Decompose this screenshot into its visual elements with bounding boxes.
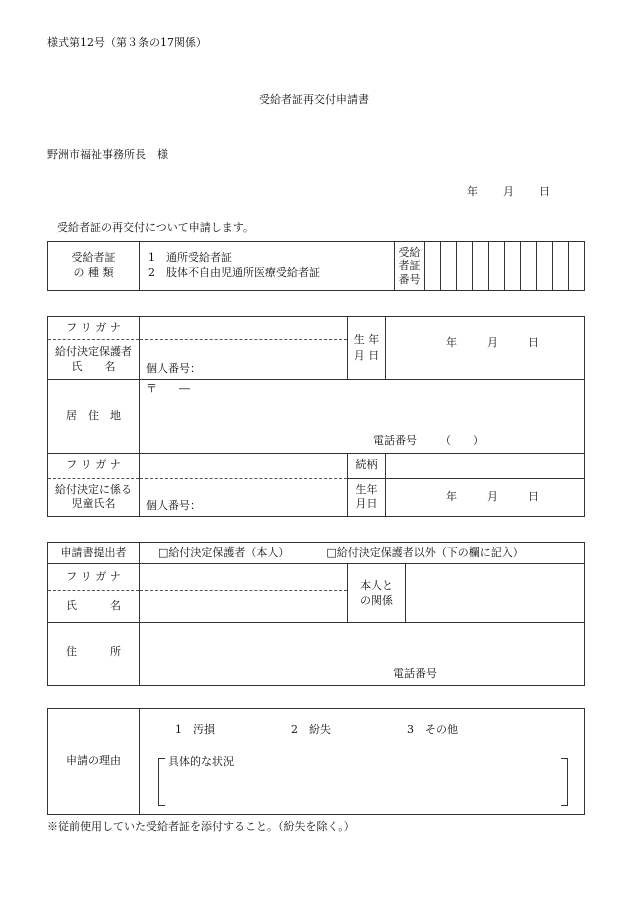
date-year-label: 年: [467, 185, 478, 198]
guardian-birth-label-2: 月 日: [353, 349, 380, 363]
submitter-label: 申請書提出者: [48, 543, 140, 564]
reason-option-3[interactable]: 3 その他: [407, 723, 458, 736]
certificate-number-digit-3[interactable]: [457, 242, 473, 291]
guardian-name-field[interactable]: [140, 340, 348, 380]
certificate-number-digit-2[interactable]: [441, 242, 457, 291]
detail-bracket-left: [158, 758, 165, 806]
certificate-number-label-2: 者証: [398, 259, 421, 273]
applicant-name-label: 氏 名: [48, 591, 140, 623]
guardian-id-label: 個人番号：: [146, 362, 201, 376]
certificate-number-digit-7[interactable]: [521, 242, 537, 291]
addressee: 野洲市福祉事務所長 様: [47, 148, 168, 161]
child-birth-year: 年: [446, 489, 457, 503]
child-name-label-1: 給付決定に係る: [55, 482, 132, 496]
child-relation-label: 続柄: [348, 453, 386, 478]
certificate-type-label-cell: [48, 242, 140, 291]
applicant-relation-field[interactable]: [406, 564, 585, 623]
child-name-field[interactable]: [140, 478, 348, 516]
guardian-birth-day: 日: [528, 335, 539, 349]
guardian-address-label: 居 住 地: [48, 380, 140, 453]
certificate-option-2: 2 肢体不自由児通所医療受給者証: [148, 266, 320, 279]
date-day-label: 日: [539, 185, 550, 198]
reason-option-2[interactable]: 2 紛失: [291, 723, 331, 736]
submitter-choices: [140, 543, 585, 564]
child-name-label-2: 児童氏名: [71, 497, 116, 511]
certificate-number-digit-9[interactable]: [553, 242, 569, 291]
guardian-furigana-field[interactable]: [140, 317, 348, 340]
guardian-name-label-1: 給付決定保護者: [55, 344, 132, 358]
reason-field: [140, 709, 585, 815]
certificate-type-options: [140, 242, 395, 291]
applicant-phone-label: 電話番号: [393, 667, 437, 680]
child-birth-day: 日: [528, 489, 539, 503]
applicant-relation-label-cell: [348, 564, 406, 623]
reason-label: 申請の理由: [48, 709, 140, 815]
applicant-relation-label-1: 本人と: [360, 578, 393, 592]
certificate-number-digit-1[interactable]: [425, 242, 441, 291]
certificate-type-table: [47, 241, 585, 291]
postal-mark: 〒 ―: [146, 382, 190, 396]
guardian-name-label-2: 氏 名: [71, 359, 116, 373]
guardian-birth-month: 月: [487, 335, 498, 349]
guardian-furigana-label: フ リ ガ ナ: [48, 317, 140, 340]
child-furigana-field[interactable]: [140, 453, 348, 478]
guardian-birth-label-cell: [348, 317, 386, 380]
certificate-number-label-1: 受給: [398, 246, 421, 260]
child-relation-field[interactable]: [386, 453, 585, 478]
child-birth-label-1: 生年: [355, 483, 378, 497]
submitter-choice-other[interactable]: □給付決定保護者以外（下の欄に記入）: [326, 545, 524, 559]
certificate-number-label-cell: [395, 242, 425, 291]
certificate-number-digit-6[interactable]: [505, 242, 521, 291]
certificate-type-label-2: の 種 類: [73, 266, 114, 279]
page-title: 受給者証再交付申請書: [259, 93, 369, 106]
guardian-birth-year: 年: [446, 335, 457, 349]
guardian-name-label-cell: [48, 340, 140, 380]
child-birth-label-cell: [348, 478, 386, 516]
applicant-address-label: 住 所: [48, 623, 140, 686]
detail-label: 具体的な状況: [168, 755, 234, 768]
child-name-label-cell: [48, 478, 140, 516]
guardian-child-table: [47, 316, 585, 517]
guardian-birth-label-1: 生 年: [353, 332, 380, 346]
detail-input-area[interactable]: [166, 771, 546, 803]
applicant-relation-label-2: の関係: [360, 594, 393, 607]
certificate-number-digit-4[interactable]: [473, 242, 489, 291]
footer-note: ※従前使用していた受給者証を添付すること。（紛失を除く。）: [47, 820, 355, 833]
child-birth-field[interactable]: [386, 478, 585, 516]
intro-text: 受給者証の再交付について申請します。: [57, 221, 254, 234]
certificate-number-digit-8[interactable]: [537, 242, 553, 291]
submitter-choice-self[interactable]: □給付決定保護者（本人）: [158, 545, 290, 559]
certificate-number-digit-5[interactable]: [489, 242, 505, 291]
certificate-number-digit-10[interactable]: [569, 242, 585, 291]
certificate-type-label-1: 受給者証: [71, 251, 116, 265]
guardian-phone-paren: （ ）: [440, 434, 484, 448]
guardian-phone-label: 電話番号: [373, 434, 417, 448]
child-furigana-label: フ リ ガ ナ: [48, 453, 140, 478]
applicant-furigana-label: フ リ ガ ナ: [48, 564, 140, 591]
reason-table: [47, 708, 585, 815]
form-number: 様式第12号（第３条の17関係）: [47, 36, 207, 49]
reason-option-1[interactable]: 1 汚損: [175, 723, 215, 736]
detail-bracket-right: [561, 758, 568, 806]
certificate-option-1: 1 通所受給者証: [148, 251, 232, 265]
guardian-address-field[interactable]: [140, 380, 585, 453]
applicant-name-field[interactable]: [140, 591, 348, 623]
child-id-label: 個人番号：: [146, 499, 201, 513]
applicant-table: [47, 542, 585, 686]
certificate-number-label-3: 番号: [398, 272, 421, 286]
child-birth-month: 月: [487, 489, 498, 503]
applicant-furigana-field[interactable]: [140, 564, 348, 591]
guardian-birth-field[interactable]: [386, 317, 585, 380]
child-birth-label-2: 月日: [355, 497, 378, 511]
applicant-address-field[interactable]: [140, 623, 585, 686]
date-month-label: 月: [503, 185, 514, 198]
